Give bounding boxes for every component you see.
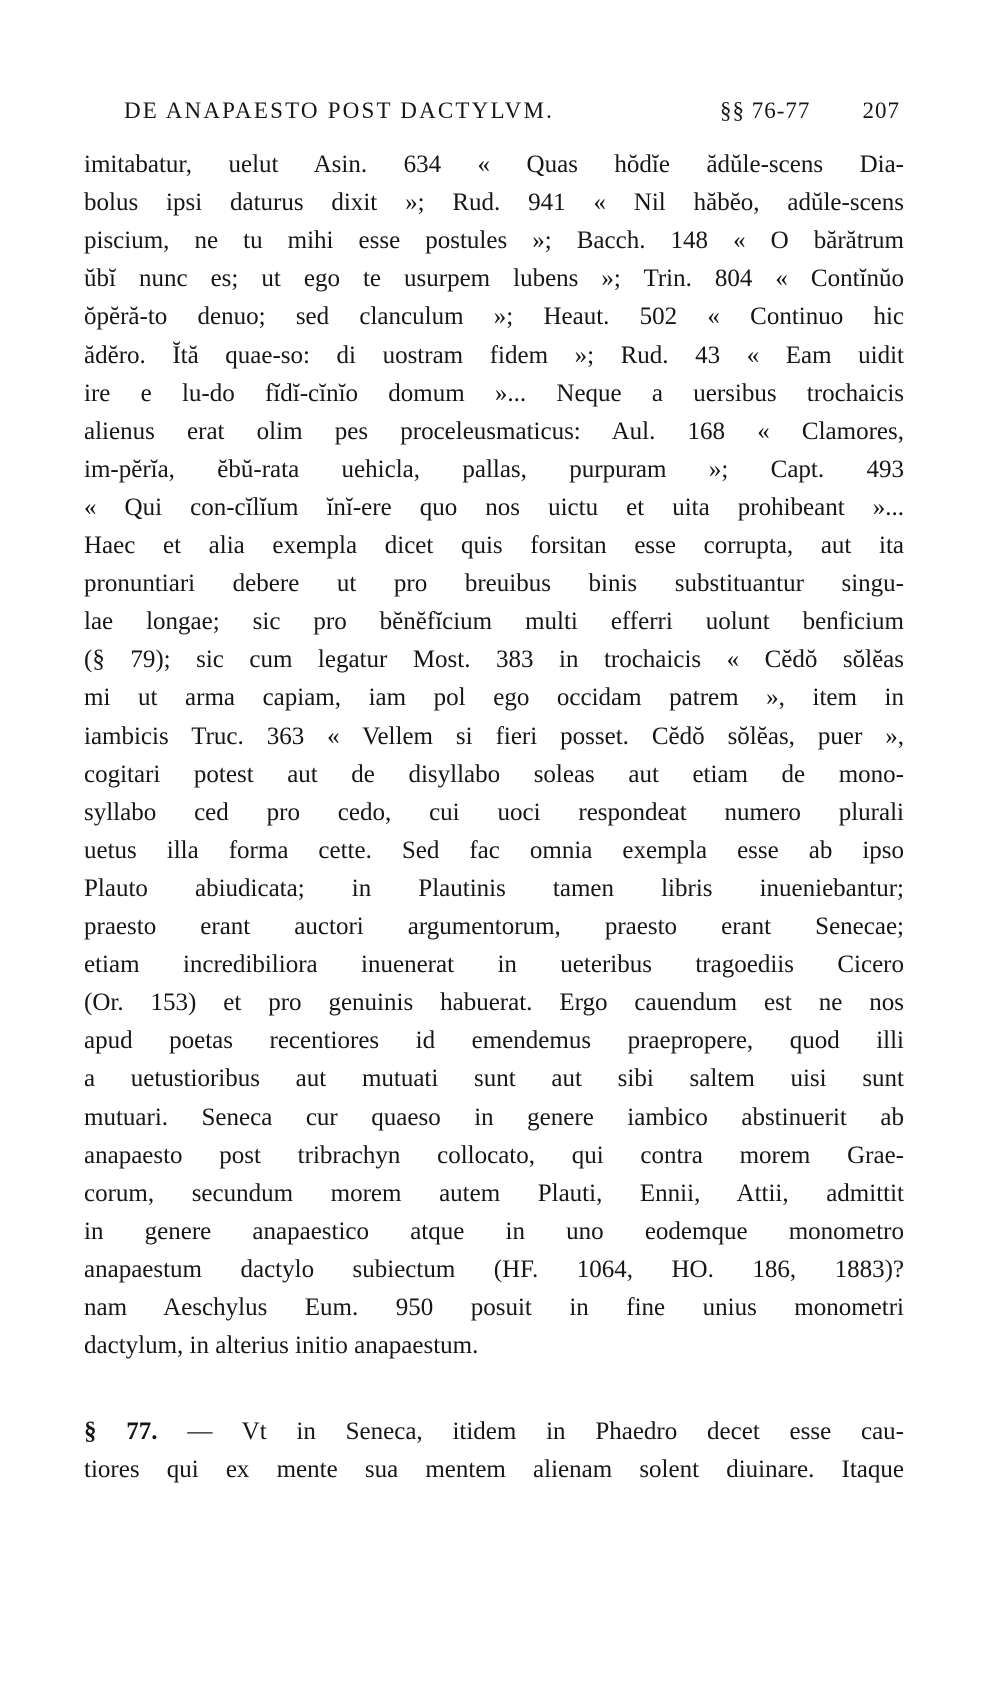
text-line: anapaestum dactylo subiectum (HF. 1064, HO. 186, 1883)?: [84, 1255, 904, 1283]
text-line: anapaesto post tribrachyn collocato, qui contra morem Grae-: [84, 1141, 904, 1169]
text-line: uetus illa forma cette. Sed fac omnia exempla esse ab ipso: [84, 836, 904, 864]
text-line: mutuari. Seneca cur quaeso in genere iambico abstinuerit ab: [84, 1103, 904, 1131]
text-line: corum, secundum morem autem Plauti, Ennii, Attii, admittit: [84, 1179, 904, 1207]
text-line: cogitari potest aut de disyllabo soleas aut etiam de mono-: [84, 760, 904, 788]
text-line: pronuntiari debere ut pro breuibus binis substituantur singu-: [84, 570, 904, 598]
text-line: syllabo ced pro cedo, cui uoci respondeat numero plurali: [84, 798, 904, 826]
text-line: Haec et alia exempla dicet quis forsitan esse corrupta, aut ita: [84, 532, 904, 559]
running-head-title: DE ANAPAESTO POST DACTYLVM.: [124, 98, 555, 123]
text-line: « Qui con-cĭlĭum ĭnĭ-ere quo nos uictu et uita prohibeant »...: [84, 493, 904, 521]
text-line: mi ut arma capiam, iam pol ego occidam patrem », item in: [84, 684, 904, 712]
text-line: lae longae; sic pro bĕnĕfĭcium multi efferri uolunt benficium: [84, 608, 904, 636]
text-line: praesto erant auctori argumentorum, praesto erant Senecae;: [84, 913, 904, 940]
text-line: in genere anapaestico atque in uno eodemque monometro: [84, 1217, 904, 1245]
text-line: nam Aeschylus Eum. 950 posuit in fine unius monometri: [84, 1294, 904, 1321]
text-line: im-pĕrĭa, ĕbŭ-rata uehicla, pallas, purpuram »; Capt. 493: [84, 455, 904, 483]
text-line: bolus ipsi daturus dixit »; Rud. 941 « Nil hăbĕo, adŭle-scens: [84, 189, 904, 217]
text-line: ŏpĕră-to denuo; sed clanculum »; Heaut. 502 « Continuo hic: [84, 303, 904, 331]
text-line: [84, 1413, 904, 1451]
line-text: — Vt in Seneca, itidem in Phaedro decet esse cau-: [187, 1418, 904, 1445]
text-line: tiores qui ex mente sua mentem alienam solent diuinare. Itaque: [84, 1456, 904, 1484]
running-head: [124, 98, 904, 134]
text-line: a uetustioribus aut mutuati sunt aut sibi saltem uisi sunt: [84, 1065, 904, 1093]
text-line: imitabatur, uelut Asin. 634 « Quas hŏdĭe ădŭle-scens Dia-: [84, 151, 904, 178]
section-mark: § 77.: [84, 1418, 158, 1445]
text-line: ădĕro. Ĭtă quae-so: di uostram fidem »; Rud. 43 « Eam uidit: [84, 341, 904, 369]
text-line: iambicis Truc. 363 « Vellem si fieri posset. Cĕdŏ sŏlĕas, puer »,: [84, 722, 904, 750]
text-line: (§ 79); sic cum legatur Most. 383 in trochaicis « Cĕdŏ sŏlĕas: [84, 646, 904, 674]
text-line: apud poetas recentiores id emendemus praepropere, quod illi: [84, 1027, 904, 1055]
text-line: ire e lu-do fĭdĭ-cĭnĭo domum »... Neque a uersibus trochaicis: [84, 379, 904, 407]
text-line: (Or. 153) et pro genuinis habuerat. Ergo cauendum est ne nos: [84, 989, 904, 1017]
text-line: Plauto abiudicata; in Plautinis tamen libris inueniebantur;: [84, 874, 904, 902]
text-line: ŭbĭ nunc es; ut ego te usurpem lubens »; Trin. 804 « Contĭnŭo: [84, 265, 904, 293]
running-head-sections: §§ 76-77: [720, 98, 811, 123]
page-number: 207: [862, 98, 900, 123]
text-line: dactylum, in alterius initio anapaestum.: [84, 1332, 479, 1360]
text-line: alienus erat olim pes proceleusmaticus: Aul. 168 « Clamores,: [84, 417, 904, 445]
text-line: etiam incredibiliora inuenerat in ueteribus tragoediis Cicero: [84, 951, 904, 979]
text-line: piscium, ne tu mihi esse postules »; Bacch. 148 « O bărătrum: [84, 227, 904, 255]
